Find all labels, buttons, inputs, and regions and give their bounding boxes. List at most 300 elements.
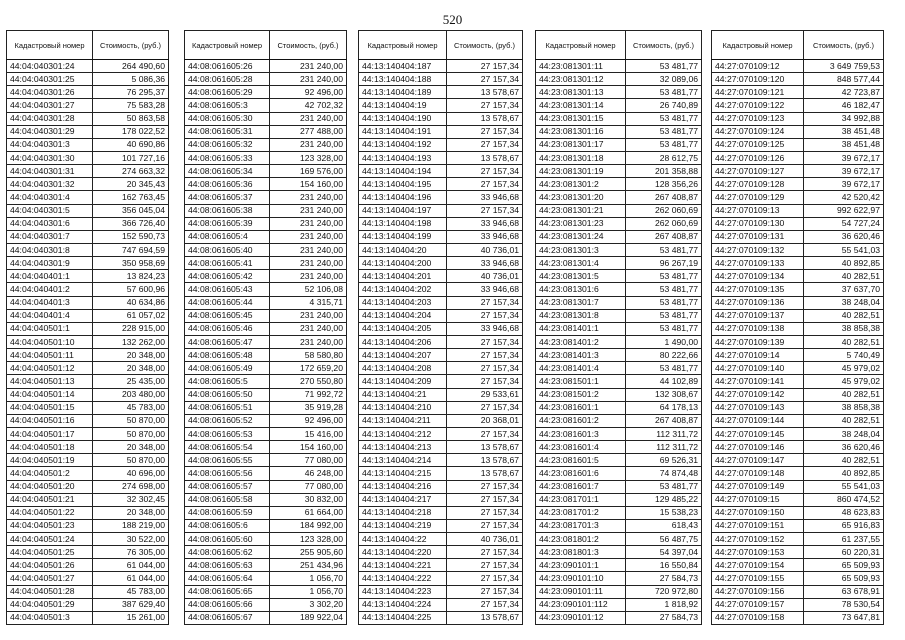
cadastral-number-cell: 44:04:040501:21 [7, 493, 93, 506]
table-row [712, 427, 884, 440]
cost-cell: 27 584,73 [626, 572, 702, 585]
table-row [7, 349, 169, 362]
cadastral-number-cell: 44:23:081301:5 [536, 270, 626, 283]
cadastral-number-cell: 44:27:070109:122 [712, 99, 804, 112]
cost-cell: 26 740,89 [626, 99, 702, 112]
cadastral-number-cell: 44:08:061605:34 [185, 165, 270, 178]
cadastral-number-cell: 44:27:070109:136 [712, 296, 804, 309]
table-row [7, 493, 169, 506]
cost-cell: 53 481,77 [626, 309, 702, 322]
cost-cell: 1 490,00 [626, 335, 702, 348]
cadastral-number-cell: 44:08:061605:28 [185, 73, 270, 86]
cost-cell: 57 600,96 [93, 283, 169, 296]
table-row [712, 125, 884, 138]
cadastral-number-cell: 44:27:070109:157 [712, 598, 804, 611]
cost-cell: 123 328,00 [270, 151, 347, 164]
table-row [536, 99, 702, 112]
table-row [185, 493, 347, 506]
cost-cell: 77 080,00 [270, 480, 347, 493]
cadastral-number-cell: 44:04:040501:14 [7, 388, 93, 401]
cost-cell: 356 045,04 [93, 204, 169, 217]
table-row [712, 401, 884, 414]
table-row [536, 519, 702, 532]
cost-cell: 132 308,67 [626, 388, 702, 401]
table-row [536, 480, 702, 493]
cost-cell: 255 905,60 [270, 546, 347, 559]
cost-cell: 32 302,45 [93, 493, 169, 506]
cost-cell: 53 481,77 [626, 283, 702, 296]
table-row [7, 270, 169, 283]
cadastral-number-cell: 44:08:061605:37 [185, 191, 270, 204]
cadastral-number-cell: 44:27:070109:15 [712, 493, 804, 506]
cadastral-number-cell: 44:13:140404:197 [359, 204, 447, 217]
table-row [359, 165, 523, 178]
cadastral-number-cell: 44:04:040501:11 [7, 349, 93, 362]
table-row [359, 533, 523, 546]
cost-cell: 40 634,86 [93, 296, 169, 309]
table-row [712, 375, 884, 388]
cost-cell: 69 526,31 [626, 454, 702, 467]
table-row [536, 296, 702, 309]
cadastral-number-cell: 44:13:140404:224 [359, 598, 447, 611]
cadastral-number-cell: 44:27:070109:146 [712, 441, 804, 454]
cost-cell: 40 282,51 [804, 335, 884, 348]
cadastral-number-cell: 44:13:140404:199 [359, 230, 447, 243]
cost-cell: 5 740,49 [804, 349, 884, 362]
cost-cell: 172 659,20 [270, 362, 347, 375]
cadastral-number-cell: 44:27:070109:125 [712, 138, 804, 151]
cadastral-number-cell: 44:27:070109:140 [712, 362, 804, 375]
cost-cell: 33 946,68 [447, 322, 523, 335]
table-row [536, 335, 702, 348]
cost-cell: 53 481,77 [626, 125, 702, 138]
cadastral-number-cell: 44:08:061605:6 [185, 519, 270, 532]
table-row [712, 362, 884, 375]
table-row [712, 309, 884, 322]
cadastral-number-cell: 44:08:061605:29 [185, 86, 270, 99]
cost-cell: 28 612,75 [626, 151, 702, 164]
cadastral-number-cell: 44:23:081301:24 [536, 230, 626, 243]
cost-cell: 65 916,83 [804, 519, 884, 532]
cost-cell: 154 160,00 [270, 441, 347, 454]
cadastral-number-cell: 44:13:140404:225 [359, 611, 447, 624]
table-row [712, 60, 884, 73]
table-row [536, 138, 702, 151]
table-row [7, 585, 169, 598]
cadastral-number-cell: 44:27:070109:14 [712, 349, 804, 362]
table-row [536, 230, 702, 243]
cost-cell: 152 590,73 [93, 230, 169, 243]
cadastral-number-cell: 44:04:040301:3 [7, 138, 93, 151]
table-row [536, 270, 702, 283]
cadastral-number-cell: 44:23:081701:3 [536, 519, 626, 532]
table-row [7, 401, 169, 414]
cost-cell: 1 056,70 [270, 572, 347, 585]
cadastral-number-cell: 44:23:081601:4 [536, 441, 626, 454]
cost-cell: 42 723,87 [804, 86, 884, 99]
cadastral-number-cell: 44:23:090101:1 [536, 559, 626, 572]
cost-cell: 13 578,67 [447, 467, 523, 480]
cost-cell: 92 496,00 [270, 414, 347, 427]
table-row [185, 506, 347, 519]
table-row [7, 283, 169, 296]
cost-cell: 52 106,08 [270, 283, 347, 296]
table-row [185, 533, 347, 546]
cadastral-number-cell: 44:27:070109:130 [712, 217, 804, 230]
cost-cell: 33 946,68 [447, 257, 523, 270]
cost-cell: 27 157,34 [447, 493, 523, 506]
cost-cell: 231 240,00 [270, 191, 347, 204]
cadastral-number-cell: 44:08:061605:38 [185, 204, 270, 217]
cadastral-number-cell: 44:13:140404:215 [359, 467, 447, 480]
table-row [7, 611, 169, 624]
table-row [712, 467, 884, 480]
table-row [185, 230, 347, 243]
header-cadastral-number: Кадастровый номер [7, 31, 93, 60]
cadastral-number-cell: 44:13:140404:217 [359, 493, 447, 506]
cadastral-number-cell: 44:13:140404:202 [359, 283, 447, 296]
cadastral-number-cell: 44:27:070109:158 [712, 611, 804, 624]
cadastral-number-cell: 44:04:040401:4 [7, 309, 93, 322]
cost-cell: 54 397,04 [626, 546, 702, 559]
cadastral-number-cell: 44:08:061605:5 [185, 375, 270, 388]
table-row [7, 480, 169, 493]
table-row [712, 546, 884, 559]
cost-cell: 184 992,00 [270, 519, 347, 532]
table-row [185, 191, 347, 204]
cadastral-number-cell: 44:13:140404:190 [359, 112, 447, 125]
header-cadastral-number: Кадастровый номер [359, 31, 447, 60]
cost-cell: 277 488,00 [270, 125, 347, 138]
cost-cell: 40 696,00 [93, 467, 169, 480]
cadastral-number-cell: 44:08:061605:46 [185, 322, 270, 335]
cadastral-number-cell: 44:23:081301:6 [536, 283, 626, 296]
table-row [359, 401, 523, 414]
cadastral-number-cell: 44:23:081601:3 [536, 427, 626, 440]
cost-cell: 64 178,13 [626, 401, 702, 414]
table-row [185, 598, 347, 611]
cost-cell: 78 530,54 [804, 598, 884, 611]
cadastral-number-cell: 44:04:040501:10 [7, 335, 93, 348]
cost-cell: 74 874,48 [626, 467, 702, 480]
cost-cell: 231 240,00 [270, 112, 347, 125]
table-row [185, 73, 347, 86]
table-row [712, 217, 884, 230]
cost-cell: 264 490,60 [93, 60, 169, 73]
table-row [536, 60, 702, 73]
table-row [7, 112, 169, 125]
table-row [536, 362, 702, 375]
cost-cell: 50 863,58 [93, 112, 169, 125]
table-row [185, 86, 347, 99]
cost-cell: 54 727,24 [804, 217, 884, 230]
table-row [185, 151, 347, 164]
cost-cell: 112 311,72 [626, 427, 702, 440]
cost-cell: 45 979,02 [804, 375, 884, 388]
table-row [359, 112, 523, 125]
cost-cell: 40 282,51 [804, 270, 884, 283]
cadastral-number-cell: 44:23:081301:21 [536, 204, 626, 217]
cost-cell: 27 157,34 [447, 309, 523, 322]
cost-cell: 42 702,32 [270, 99, 347, 112]
table-row [7, 322, 169, 335]
cost-cell: 20 368,01 [447, 414, 523, 427]
cost-cell: 50 870,00 [93, 427, 169, 440]
cadastral-number-cell: 44:04:040501:1 [7, 322, 93, 335]
table-row [359, 309, 523, 322]
table-row [712, 191, 884, 204]
table-row [185, 546, 347, 559]
cadastral-number-cell: 44:04:040501:20 [7, 480, 93, 493]
cadastral-number-cell: 44:23:081301:18 [536, 151, 626, 164]
table-row [712, 257, 884, 270]
cadastral-number-cell: 44:23:081701:1 [536, 493, 626, 506]
table-row [359, 283, 523, 296]
cost-cell: 27 157,34 [447, 204, 523, 217]
table-row [536, 73, 702, 86]
cost-cell: 55 541,03 [804, 243, 884, 256]
cadastral-number-cell: 44:27:070109:148 [712, 467, 804, 480]
cadastral-number-cell: 44:08:061605:50 [185, 388, 270, 401]
table-row [712, 585, 884, 598]
cadastral-number-cell: 44:08:061605:30 [185, 112, 270, 125]
cadastral-table-5 [711, 30, 884, 625]
table-row [185, 125, 347, 138]
cost-cell: 27 157,34 [447, 335, 523, 348]
cadastral-number-cell: 44:04:040501:3 [7, 611, 93, 624]
table-row [7, 533, 169, 546]
cadastral-number-cell: 44:08:061605:44 [185, 296, 270, 309]
cost-cell: 162 763,45 [93, 191, 169, 204]
cost-cell: 40 736,01 [447, 243, 523, 256]
cadastral-number-cell: 44:23:081501:2 [536, 388, 626, 401]
table-row [536, 204, 702, 217]
cadastral-number-cell: 44:04:040301:5 [7, 204, 93, 217]
cost-cell: 50 870,00 [93, 414, 169, 427]
table-row [7, 375, 169, 388]
cadastral-number-cell: 44:23:081301:15 [536, 112, 626, 125]
cost-cell: 33 946,68 [447, 230, 523, 243]
cadastral-number-cell: 44:04:040301:27 [7, 99, 93, 112]
header-cadastral-number: Кадастровый номер [185, 31, 270, 60]
cadastral-number-cell: 44:23:081301:7 [536, 296, 626, 309]
cost-cell: 1 818,92 [626, 598, 702, 611]
cadastral-number-cell: 44:13:140404:201 [359, 270, 447, 283]
table-row [185, 296, 347, 309]
cost-cell: 366 726,40 [93, 217, 169, 230]
cadastral-number-cell: 44:04:040301:25 [7, 73, 93, 86]
cadastral-number-cell: 44:13:140404:20 [359, 243, 447, 256]
cost-cell: 37 637,70 [804, 283, 884, 296]
cost-cell: 262 060,69 [626, 204, 702, 217]
table-row [185, 480, 347, 493]
table-row [712, 611, 884, 624]
cost-cell: 270 550,80 [270, 375, 347, 388]
cadastral-number-cell: 44:13:140404:213 [359, 441, 447, 454]
cadastral-number-cell: 44:27:070109:134 [712, 270, 804, 283]
cadastral-table-3 [358, 30, 523, 625]
cadastral-number-cell: 44:04:040501:15 [7, 401, 93, 414]
table-row [359, 270, 523, 283]
table-row [536, 217, 702, 230]
cost-cell: 42 520,42 [804, 191, 884, 204]
table-row [185, 585, 347, 598]
table-row [712, 99, 884, 112]
cost-cell: 15 416,00 [270, 427, 347, 440]
table-row [185, 204, 347, 217]
cost-cell: 262 060,69 [626, 217, 702, 230]
table-row [7, 388, 169, 401]
table-row [7, 99, 169, 112]
table-row [536, 322, 702, 335]
table-row [536, 598, 702, 611]
table-row [185, 309, 347, 322]
cadastral-number-cell: 44:23:081301:2 [536, 178, 626, 191]
cadastral-number-cell: 44:23:081601:7 [536, 480, 626, 493]
table-row [359, 572, 523, 585]
cadastral-number-cell: 44:27:070109:128 [712, 178, 804, 191]
cadastral-number-cell: 44:04:040301:26 [7, 86, 93, 99]
cost-cell: 251 434,96 [270, 559, 347, 572]
table-row [185, 362, 347, 375]
cadastral-number-cell: 44:04:040501:28 [7, 585, 93, 598]
table-row [712, 112, 884, 125]
cost-cell: 40 282,51 [804, 454, 884, 467]
cadastral-number-cell: 44:23:081301:13 [536, 86, 626, 99]
cadastral-number-cell: 44:04:040301:4 [7, 191, 93, 204]
cadastral-number-cell: 44:23:081301:16 [536, 125, 626, 138]
cost-cell: 27 157,34 [447, 60, 523, 73]
table-row [7, 73, 169, 86]
table-row [536, 125, 702, 138]
cost-cell: 39 672,17 [804, 165, 884, 178]
cadastral-number-cell: 44:23:081401:4 [536, 362, 626, 375]
table-row [359, 427, 523, 440]
table-row [7, 519, 169, 532]
cadastral-number-cell: 44:13:140404:22 [359, 533, 447, 546]
table-row [7, 506, 169, 519]
cost-cell: 38 451,48 [804, 138, 884, 151]
cadastral-number-cell: 44:08:061605:43 [185, 283, 270, 296]
cadastral-number-cell: 44:13:140404:187 [359, 60, 447, 73]
table-row [359, 585, 523, 598]
cadastral-number-cell: 44:27:070109:156 [712, 585, 804, 598]
cost-cell: 27 157,34 [447, 585, 523, 598]
table-row [185, 270, 347, 283]
cost-cell: 32 089,06 [626, 73, 702, 86]
table-row [185, 611, 347, 624]
cost-cell: 188 219,00 [93, 519, 169, 532]
table-row [7, 467, 169, 480]
cadastral-number-cell: 44:27:070109:131 [712, 230, 804, 243]
table-row [185, 414, 347, 427]
table-row [7, 151, 169, 164]
cadastral-number-cell: 44:08:061605:45 [185, 309, 270, 322]
table-row [185, 257, 347, 270]
table-row [185, 559, 347, 572]
cost-cell: 1 056,70 [270, 585, 347, 598]
cost-cell: 40 282,51 [804, 388, 884, 401]
cost-cell: 33 946,68 [447, 217, 523, 230]
table-row [7, 362, 169, 375]
cadastral-number-cell: 44:08:061605:56 [185, 467, 270, 480]
table-row [185, 335, 347, 348]
table-row [536, 493, 702, 506]
table-row [536, 165, 702, 178]
table-row [185, 322, 347, 335]
cost-cell: 61 237,55 [804, 533, 884, 546]
table-row [712, 559, 884, 572]
table-row [712, 519, 884, 532]
cadastral-number-cell: 44:08:061605:31 [185, 125, 270, 138]
table-row [359, 375, 523, 388]
table-row [359, 86, 523, 99]
table-row [536, 441, 702, 454]
cost-cell: 27 157,34 [447, 598, 523, 611]
cadastral-number-cell: 44:08:061605:3 [185, 99, 270, 112]
cadastral-number-cell: 44:13:140404:220 [359, 546, 447, 559]
cadastral-number-cell: 44:23:081801:3 [536, 546, 626, 559]
cadastral-number-cell: 44:13:140404:214 [359, 454, 447, 467]
cadastral-number-cell: 44:04:040501:18 [7, 441, 93, 454]
cadastral-number-cell: 44:27:070109:152 [712, 533, 804, 546]
table-row [7, 125, 169, 138]
table-row [7, 191, 169, 204]
cost-cell: 13 578,67 [447, 611, 523, 624]
cadastral-number-cell: 44:27:070109:121 [712, 86, 804, 99]
cost-cell: 231 240,00 [270, 243, 347, 256]
table-row [536, 283, 702, 296]
cadastral-number-cell: 44:13:140404:216 [359, 480, 447, 493]
cost-cell: 40 736,01 [447, 533, 523, 546]
cost-cell: 92 496,00 [270, 86, 347, 99]
cost-cell: 3 302,20 [270, 598, 347, 611]
table-row [185, 467, 347, 480]
cadastral-number-cell: 44:23:081601:2 [536, 414, 626, 427]
table-row [712, 296, 884, 309]
table-row [7, 441, 169, 454]
cost-cell: 27 157,34 [447, 296, 523, 309]
cadastral-number-cell: 44:08:061605:36 [185, 178, 270, 191]
cost-cell: 27 584,73 [626, 611, 702, 624]
table-row [185, 441, 347, 454]
cadastral-number-cell: 44:27:070109:120 [712, 73, 804, 86]
cadastral-number-cell: 44:27:070109:127 [712, 165, 804, 178]
cost-cell: 387 629,40 [93, 598, 169, 611]
cadastral-number-cell: 44:04:040301:9 [7, 257, 93, 270]
table-row [359, 480, 523, 493]
cost-cell: 48 623,83 [804, 506, 884, 519]
table-row [536, 585, 702, 598]
cadastral-number-cell: 44:04:040401:2 [7, 283, 93, 296]
table-row [712, 138, 884, 151]
cost-cell: 53 481,77 [626, 60, 702, 73]
cost-cell: 40 892,85 [804, 257, 884, 270]
table-row [712, 388, 884, 401]
table-row [536, 414, 702, 427]
cadastral-number-cell: 44:23:081801:2 [536, 533, 626, 546]
table-row [712, 243, 884, 256]
cadastral-number-cell: 44:08:061605:58 [185, 493, 270, 506]
cadastral-number-cell: 44:13:140404:194 [359, 165, 447, 178]
header-cost: Стоимость, (руб.) [93, 31, 169, 60]
cadastral-number-cell: 44:27:070109:129 [712, 191, 804, 204]
table-row [536, 401, 702, 414]
table-row [712, 73, 884, 86]
cost-cell: 15 261,00 [93, 611, 169, 624]
cost-cell: 53 481,77 [626, 296, 702, 309]
table-row [712, 151, 884, 164]
